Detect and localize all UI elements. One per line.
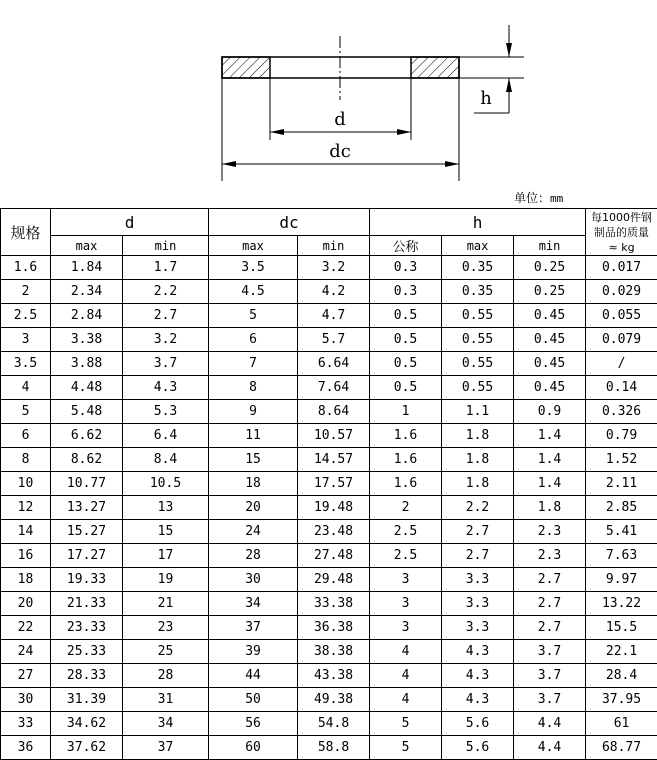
cell-mass: 22.1	[586, 640, 657, 664]
cell-h-max: 0.55	[442, 376, 514, 400]
cell-spec: 30	[1, 688, 51, 712]
cell-h-min: 3.7	[514, 688, 586, 712]
cell-h-nominal: 0.3	[370, 280, 442, 304]
cell-h-min: 0.45	[514, 376, 586, 400]
cell-mass: 0.029	[586, 280, 657, 304]
cell-dc-max: 39	[209, 640, 298, 664]
cell-mass: 2.11	[586, 472, 657, 496]
cell-h-max: 4.3	[442, 688, 514, 712]
cell-spec: 4	[1, 376, 51, 400]
cell-d-min: 28	[123, 664, 209, 688]
cell-spec: 24	[1, 640, 51, 664]
cell-d-min: 21	[123, 592, 209, 616]
cell-mass: 28.4	[586, 664, 657, 688]
cell-h-nominal: 0.3	[370, 256, 442, 280]
washer-drawing	[0, 0, 657, 200]
cell-d-min: 25	[123, 640, 209, 664]
table-row	[1, 640, 657, 664]
cell-dc-max: 9	[209, 400, 298, 424]
cell-d-min: 5.3	[123, 400, 209, 424]
table-row	[1, 424, 657, 448]
cell-dc-min: 38.38	[298, 640, 370, 664]
cell-dc-max: 30	[209, 568, 298, 592]
cell-h-nominal: 1.6	[370, 424, 442, 448]
cell-dc-min: 3.2	[298, 256, 370, 280]
table-row	[1, 256, 657, 280]
cell-dc-max: 15	[209, 448, 298, 472]
cell-dc-min: 4.7	[298, 304, 370, 328]
cell-dc-min: 27.48	[298, 544, 370, 568]
cell-d-min: 17	[123, 544, 209, 568]
cell-d-max: 25.33	[51, 640, 123, 664]
cell-h-max: 1.8	[442, 448, 514, 472]
header-spec: 规格	[1, 209, 51, 256]
table-row	[1, 280, 657, 304]
cell-d-min: 4.3	[123, 376, 209, 400]
cell-h-min: 4.4	[514, 712, 586, 736]
header-row-1	[1, 209, 657, 236]
cell-dc-max: 3.5	[209, 256, 298, 280]
unit-value: mm	[550, 192, 564, 205]
cell-dc-max: 56	[209, 712, 298, 736]
cell-h-max: 5.6	[442, 736, 514, 760]
cell-d-max: 37.62	[51, 736, 123, 760]
cell-h-nominal: 3	[370, 568, 442, 592]
cell-h-max: 3.3	[442, 592, 514, 616]
cell-d-max: 13.27	[51, 496, 123, 520]
cell-dc-max: 37	[209, 616, 298, 640]
cell-dc-max: 44	[209, 664, 298, 688]
label-dc: dc	[329, 141, 351, 162]
cell-d-max: 3.88	[51, 352, 123, 376]
table-row	[1, 568, 657, 592]
cell-spec: 2	[1, 280, 51, 304]
cell-dc-min: 8.64	[298, 400, 370, 424]
washer-section-left	[222, 57, 270, 78]
header-dc-max: max	[209, 236, 298, 256]
cell-d-max: 23.33	[51, 616, 123, 640]
cell-spec: 16	[1, 544, 51, 568]
cell-h-min: 2.3	[514, 544, 586, 568]
label-h: h	[480, 88, 492, 109]
cell-dc-max: 6	[209, 328, 298, 352]
cell-dc-max: 7	[209, 352, 298, 376]
header-d: d	[51, 209, 209, 236]
cell-h-nominal: 0.5	[370, 304, 442, 328]
cell-h-min: 0.45	[514, 352, 586, 376]
cell-dc-max: 20	[209, 496, 298, 520]
cell-h-min: 1.8	[514, 496, 586, 520]
cell-dc-min: 29.48	[298, 568, 370, 592]
cell-mass: 15.5	[586, 616, 657, 640]
header-mass	[586, 209, 657, 256]
cell-dc-min: 43.38	[298, 664, 370, 688]
table-row	[1, 616, 657, 640]
cell-h-max: 2.2	[442, 496, 514, 520]
cell-mass: /	[586, 352, 657, 376]
cell-d-max: 4.48	[51, 376, 123, 400]
cell-d-max: 19.33	[51, 568, 123, 592]
cell-spec: 3	[1, 328, 51, 352]
cell-h-nominal: 5	[370, 712, 442, 736]
cell-spec: 20	[1, 592, 51, 616]
cell-dc-min: 36.38	[298, 616, 370, 640]
cell-dc-max: 28	[209, 544, 298, 568]
cell-dc-max: 5	[209, 304, 298, 328]
cell-h-nominal: 1.6	[370, 448, 442, 472]
table-row	[1, 376, 657, 400]
cell-h-nominal: 0.5	[370, 328, 442, 352]
table-row	[1, 664, 657, 688]
cell-h-max: 3.3	[442, 616, 514, 640]
table-row	[1, 544, 657, 568]
cell-d-max: 15.27	[51, 520, 123, 544]
cell-h-nominal: 4	[370, 664, 442, 688]
cell-spec: 2.5	[1, 304, 51, 328]
table-row	[1, 712, 657, 736]
cell-dc-max: 18	[209, 472, 298, 496]
cell-h-min: 0.45	[514, 328, 586, 352]
cell-h-min: 0.25	[514, 256, 586, 280]
cell-dc-min: 23.48	[298, 520, 370, 544]
cell-mass: 5.41	[586, 520, 657, 544]
cell-spec: 5	[1, 400, 51, 424]
table-row	[1, 520, 657, 544]
header-mass-line1: 每1000件钢	[591, 211, 653, 224]
cell-d-min: 23	[123, 616, 209, 640]
header-dc-min: min	[298, 236, 370, 256]
cell-spec: 18	[1, 568, 51, 592]
cell-spec: 22	[1, 616, 51, 640]
header-h-max: max	[442, 236, 514, 256]
cell-d-min: 2.2	[123, 280, 209, 304]
cell-h-max: 2.7	[442, 544, 514, 568]
cell-h-max: 4.3	[442, 664, 514, 688]
cell-h-nominal: 0.5	[370, 352, 442, 376]
cell-h-max: 3.3	[442, 568, 514, 592]
unit-note	[514, 189, 563, 206]
cell-dc-min: 4.2	[298, 280, 370, 304]
cell-h-nominal: 2	[370, 496, 442, 520]
cell-h-max: 5.6	[442, 712, 514, 736]
cell-mass: 9.97	[586, 568, 657, 592]
cell-d-min: 31	[123, 688, 209, 712]
cell-d-max: 31.39	[51, 688, 123, 712]
washer-spec-table	[0, 208, 657, 760]
header-row-2	[1, 236, 657, 256]
cell-d-max: 21.33	[51, 592, 123, 616]
table-body	[1, 256, 657, 760]
header-d-min: min	[123, 236, 209, 256]
cell-d-max: 10.77	[51, 472, 123, 496]
cell-dc-min: 14.57	[298, 448, 370, 472]
cell-h-min: 2.7	[514, 616, 586, 640]
header-mass-line3: ≈ kg	[608, 241, 635, 254]
cell-h-min: 0.9	[514, 400, 586, 424]
cell-d-max: 17.27	[51, 544, 123, 568]
cell-spec: 14	[1, 520, 51, 544]
cell-dc-min: 58.8	[298, 736, 370, 760]
cell-h-nominal: 5	[370, 736, 442, 760]
cell-d-min: 2.7	[123, 304, 209, 328]
header-d-max: max	[51, 236, 123, 256]
cell-dc-min: 54.8	[298, 712, 370, 736]
cell-mass: 0.326	[586, 400, 657, 424]
cell-d-min: 19	[123, 568, 209, 592]
cell-d-min: 3.7	[123, 352, 209, 376]
cell-h-nominal: 4	[370, 688, 442, 712]
cell-spec: 12	[1, 496, 51, 520]
cell-d-max: 2.34	[51, 280, 123, 304]
header-mass-line2: 制品的质量	[594, 226, 650, 239]
cell-h-min: 1.4	[514, 472, 586, 496]
cell-dc-min: 10.57	[298, 424, 370, 448]
cell-spec: 10	[1, 472, 51, 496]
cell-h-max: 1.1	[442, 400, 514, 424]
cell-d-max: 28.33	[51, 664, 123, 688]
table-row	[1, 496, 657, 520]
cell-h-max: 1.8	[442, 472, 514, 496]
cell-h-nominal: 2.5	[370, 520, 442, 544]
cell-dc-min: 6.64	[298, 352, 370, 376]
cell-d-min: 8.4	[123, 448, 209, 472]
cell-mass: 2.85	[586, 496, 657, 520]
cell-d-max: 8.62	[51, 448, 123, 472]
cell-h-min: 2.3	[514, 520, 586, 544]
cell-dc-max: 60	[209, 736, 298, 760]
cell-h-max: 0.55	[442, 352, 514, 376]
cell-h-min: 1.4	[514, 424, 586, 448]
table-row	[1, 400, 657, 424]
header-h-nominal: 公称	[370, 236, 442, 256]
unit-label: 单位：	[514, 191, 551, 205]
cell-d-max: 6.62	[51, 424, 123, 448]
cell-dc-max: 4.5	[209, 280, 298, 304]
cell-h-min: 2.7	[514, 568, 586, 592]
cell-spec: 27	[1, 664, 51, 688]
cell-dc-min: 33.38	[298, 592, 370, 616]
table-row	[1, 304, 657, 328]
table-row	[1, 736, 657, 760]
cell-dc-min: 17.57	[298, 472, 370, 496]
cell-d-min: 13	[123, 496, 209, 520]
table-row	[1, 328, 657, 352]
cell-mass: 37.95	[586, 688, 657, 712]
cell-d-max: 2.84	[51, 304, 123, 328]
cell-dc-max: 24	[209, 520, 298, 544]
cell-d-min: 10.5	[123, 472, 209, 496]
cell-d-min: 34	[123, 712, 209, 736]
cell-spec: 1.6	[1, 256, 51, 280]
cell-dc-max: 11	[209, 424, 298, 448]
cell-d-min: 6.4	[123, 424, 209, 448]
cell-d-max: 5.48	[51, 400, 123, 424]
cell-h-nominal: 1	[370, 400, 442, 424]
cell-h-max: 0.55	[442, 304, 514, 328]
cell-dc-max: 50	[209, 688, 298, 712]
cell-mass: 7.63	[586, 544, 657, 568]
table-row	[1, 688, 657, 712]
cell-d-max: 1.84	[51, 256, 123, 280]
cell-dc-min: 5.7	[298, 328, 370, 352]
cell-d-max: 3.38	[51, 328, 123, 352]
cell-spec: 6	[1, 424, 51, 448]
cell-spec: 33	[1, 712, 51, 736]
cell-h-min: 0.45	[514, 304, 586, 328]
table-row	[1, 448, 657, 472]
cell-h-min: 4.4	[514, 736, 586, 760]
cell-mass: 13.22	[586, 592, 657, 616]
header-h: h	[370, 209, 586, 236]
cell-dc-max: 8	[209, 376, 298, 400]
cell-h-min: 3.7	[514, 640, 586, 664]
cell-h-min: 0.25	[514, 280, 586, 304]
cell-dc-min: 19.48	[298, 496, 370, 520]
cell-h-min: 1.4	[514, 448, 586, 472]
cell-h-max: 0.35	[442, 256, 514, 280]
cell-mass: 61	[586, 712, 657, 736]
cell-h-max: 2.7	[442, 520, 514, 544]
cell-dc-max: 34	[209, 592, 298, 616]
header-dc: dc	[209, 209, 370, 236]
cell-spec: 36	[1, 736, 51, 760]
cell-h-nominal: 2.5	[370, 544, 442, 568]
washer-section-right	[411, 57, 459, 78]
cell-h-nominal: 1.6	[370, 472, 442, 496]
cell-h-max: 0.55	[442, 328, 514, 352]
cell-d-min: 15	[123, 520, 209, 544]
cell-h-max: 0.35	[442, 280, 514, 304]
table-row	[1, 352, 657, 376]
cell-d-min: 37	[123, 736, 209, 760]
label-d: d	[334, 109, 346, 130]
cell-spec: 3.5	[1, 352, 51, 376]
cell-d-min: 1.7	[123, 256, 209, 280]
cell-h-max: 1.8	[442, 424, 514, 448]
table-row	[1, 472, 657, 496]
cell-h-nominal: 3	[370, 592, 442, 616]
cell-d-min: 3.2	[123, 328, 209, 352]
cell-h-min: 3.7	[514, 664, 586, 688]
cell-h-nominal: 3	[370, 616, 442, 640]
cell-dc-min: 7.64	[298, 376, 370, 400]
cell-h-min: 2.7	[514, 592, 586, 616]
cell-spec: 8	[1, 448, 51, 472]
cell-dc-min: 49.38	[298, 688, 370, 712]
cell-d-max: 34.62	[51, 712, 123, 736]
cell-mass: 0.017	[586, 256, 657, 280]
table-row	[1, 592, 657, 616]
cell-mass: 0.79	[586, 424, 657, 448]
cell-mass: 68.77	[586, 736, 657, 760]
cell-mass: 0.14	[586, 376, 657, 400]
cell-mass: 1.52	[586, 448, 657, 472]
cell-h-nominal: 4	[370, 640, 442, 664]
cell-mass: 0.055	[586, 304, 657, 328]
header-h-min: min	[514, 236, 586, 256]
cell-h-nominal: 0.5	[370, 376, 442, 400]
cell-mass: 0.079	[586, 328, 657, 352]
cell-h-max: 4.3	[442, 640, 514, 664]
